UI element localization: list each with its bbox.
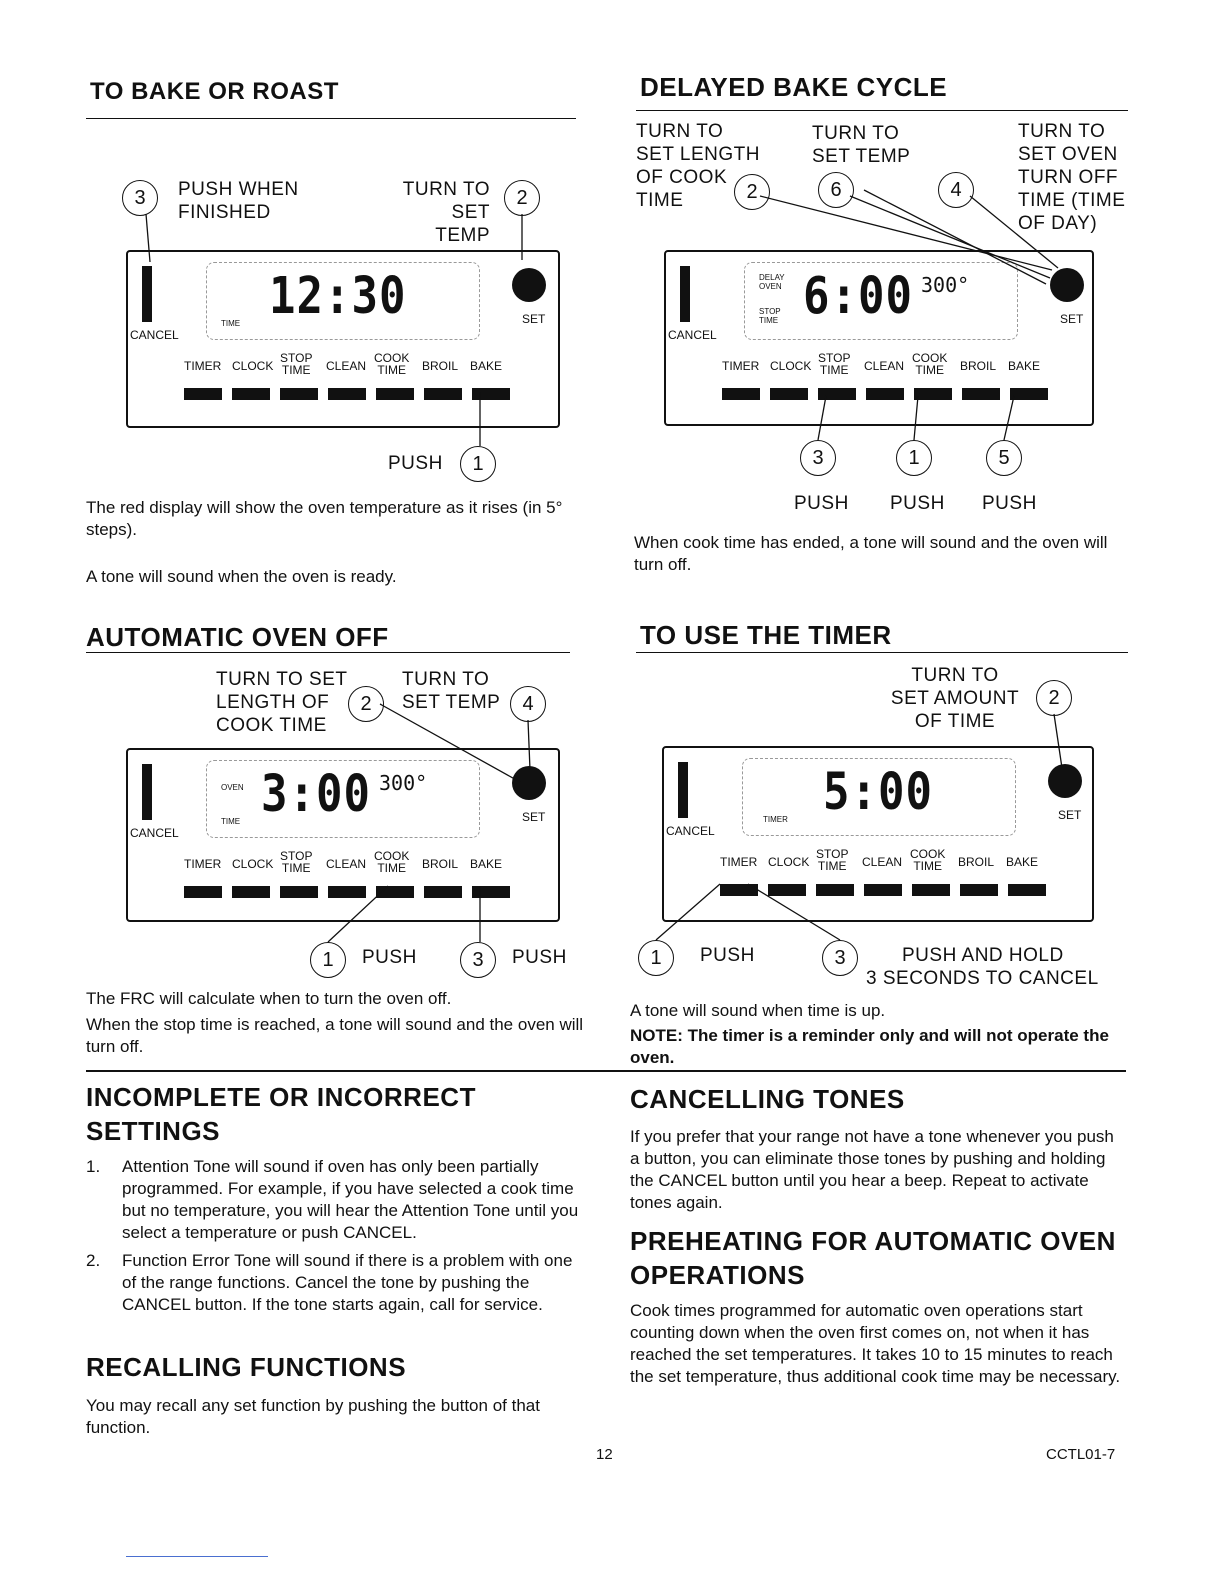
bake-button-label: BAKE xyxy=(470,359,503,373)
delayed-callout-1: 1 xyxy=(896,440,932,476)
clock-button-label: CLOCK xyxy=(770,359,812,373)
auto-off-heading: AUTOMATIC OVEN OFF xyxy=(86,622,389,652)
set-label: SET xyxy=(1058,808,1082,822)
delayed-callout-5: 5 xyxy=(986,440,1022,476)
set-label: SET xyxy=(522,312,546,326)
auto-off-para-1: The FRC will calculate when to turn the oven off. xyxy=(86,989,452,1008)
bake-callout-3: 3 xyxy=(122,180,158,216)
delayed-para: When cook time has ended, a tone will sound and the oven will turn off. xyxy=(634,533,1108,574)
list-item: 1. Attention Tone will sound if oven has only been partially programmed. For example, if you have selected a cook time but no temperature, you will hear the Attention Tone until you select a temperature or push CANCEL. xyxy=(86,1157,579,1242)
recalling-para: You may recall any set function by pushing the button of that function. xyxy=(86,1396,540,1437)
cook-time-button-label: COOK TIME xyxy=(910,847,946,873)
timer-heading: TO USE THE TIMER xyxy=(640,620,892,650)
timer-para: A tone will sound when time is up. xyxy=(630,1001,886,1020)
stop-time-button-label: STOP TIME xyxy=(280,849,313,875)
delayed-push-label-2: PUSH xyxy=(890,493,945,514)
bake-display-tag: TIME xyxy=(221,319,241,328)
delayed-callout-2: 2 xyxy=(734,174,770,210)
delayed-callout-4: 4 xyxy=(938,172,974,208)
delayed-callout-6: 6 xyxy=(818,172,854,208)
timer-cancel-note: 3 SECONDS TO CANCEL xyxy=(866,968,1099,989)
preheat-para: Cook times programmed for automatic oven operations start counting down when the oven first comes on, not when it has reached the set temperatures. It takes 10 to 15 minutes to reach the set temperature, thus additional cook time may be necessary. xyxy=(630,1301,1121,1386)
timer-button-label: TIMER xyxy=(184,857,222,871)
timer-button-label: TIMER xyxy=(720,855,758,869)
incomplete-heading: INCOMPLETE OR INCORRECT SETTINGS xyxy=(86,1082,476,1146)
timer-push-label: PUSH xyxy=(700,945,755,966)
set-label: SET xyxy=(1060,312,1084,326)
stop-time-button-label: STOP TIME xyxy=(816,847,849,873)
auto-off-callout-2: 2 xyxy=(348,686,384,722)
auto-off-callout-4: 4 xyxy=(510,686,546,722)
bake-button-label: BAKE xyxy=(1008,359,1041,373)
bake-callout-2: 2 xyxy=(504,180,540,216)
auto-off-label-1: TURN TO SET LENGTH OF COOK TIME xyxy=(216,669,348,736)
broil-button-label: BROIL xyxy=(422,359,459,373)
cook-time-button-label: COOK TIME xyxy=(374,849,410,875)
delayed-push-label-3: PUSH xyxy=(982,493,1037,514)
delayed-col1-label: TURN TO SET LENGTH OF COOK TIME xyxy=(636,121,760,211)
bake-heading: TO BAKE OR ROAST xyxy=(90,78,339,105)
timer-button-label: TIMER xyxy=(184,359,222,373)
cancel-label: CANCEL xyxy=(668,328,717,342)
bake-para-1: The red display will show the oven temperature as it rises (in 5° steps). xyxy=(86,498,563,539)
delayed-display-temp: 300° xyxy=(921,273,970,297)
timer-callout-3: 3 xyxy=(822,940,858,976)
broil-button-label: BROIL xyxy=(958,855,995,869)
delayed-heading: DELAYED BAKE CYCLE xyxy=(640,72,948,102)
clean-button-label: CLEAN xyxy=(864,359,905,373)
timer-callout-2: 2 xyxy=(1036,680,1072,716)
auto-off-para-2: When the stop time is reached, a tone will sound and the oven will turn off. xyxy=(86,1015,584,1056)
auto-off-push-label-2: PUSH xyxy=(512,947,567,968)
bake-label-push-when: PUSH WHEN FINISHED xyxy=(178,179,299,223)
bake-display-time: 12:30 xyxy=(269,267,407,326)
cook-time-button-label: COOK TIME xyxy=(374,351,410,377)
delayed-push-label-1: PUSH xyxy=(794,493,849,514)
delayed-col2-label: TURN TO SET TEMP xyxy=(812,123,911,167)
list-item: 2. Function Error Tone will sound if there is a problem with one of the range functions. Cancel the tone by pushing the CANCEL button. If the tone starts again, call for service. xyxy=(86,1251,573,1314)
delayed-display-time: 6:00 xyxy=(803,267,913,326)
auto-off-push-label-1: PUSH xyxy=(362,947,417,968)
bake-label-turn-to: TURN TO SET TEMP xyxy=(402,179,490,246)
delayed-tag-stop-time: STOP TIME xyxy=(759,307,781,325)
auto-off-callout-3: 3 xyxy=(460,942,496,978)
bake-callout-1: 1 xyxy=(460,446,496,482)
timer-tag: TIMER xyxy=(763,815,788,824)
delayed-tag-delay-oven: DELAY OVEN xyxy=(759,273,785,291)
auto-off-display-time: 3:00 xyxy=(261,765,371,824)
clean-button-label: CLEAN xyxy=(862,855,903,869)
timer-note: NOTE: The timer is a reminder only and will not operate the oven. xyxy=(630,1026,1109,1067)
bake-push-label: PUSH xyxy=(388,453,443,474)
broil-button-label: BROIL xyxy=(960,359,997,373)
timer-label: TURN TO SET AMOUNT OF TIME xyxy=(890,665,1020,732)
bake-para-2: A tone will sound when the oven is ready. xyxy=(86,567,397,586)
cancelling-para: If you prefer that your range not have a tone whenever you push a button, you can eliminate those tones by pushing and holding the CANCEL button until you hear a beep. Repeat to activate tones again. xyxy=(630,1127,1114,1212)
auto-off-callout-1: 1 xyxy=(310,942,346,978)
cook-time-button-label: COOK TIME xyxy=(912,351,948,377)
preheat-heading: PREHEATING FOR AUTOMATIC OVEN OPERATIONS xyxy=(630,1226,1116,1290)
cancel-label: CANCEL xyxy=(130,826,179,840)
clean-button-label: CLEAN xyxy=(326,359,367,373)
bake-button-label: BAKE xyxy=(470,857,503,871)
doc-code: CCTL01-7 xyxy=(1046,1446,1116,1463)
clock-button-label: CLOCK xyxy=(232,359,274,373)
timer-button-label: TIMER xyxy=(722,359,760,373)
stop-time-button-label: STOP TIME xyxy=(818,351,851,377)
stop-time-button-label: STOP TIME xyxy=(280,351,313,377)
delayed-col3-label: TURN TO SET OVEN TURN OFF TIME (TIME OF DAY) xyxy=(1018,121,1126,234)
clock-button-label: CLOCK xyxy=(768,855,810,869)
cancel-label: CANCEL xyxy=(130,328,179,342)
recalling-heading: RECALLING FUNCTIONS xyxy=(86,1352,407,1382)
auto-off-tag-time: TIME xyxy=(221,817,241,826)
timer-callout-1: 1 xyxy=(638,940,674,976)
cancelling-heading: CANCELLING TONES xyxy=(630,1084,905,1114)
broil-button-label: BROIL xyxy=(422,857,459,871)
page-number: 12 xyxy=(596,1446,613,1463)
timer-push-hold-label: PUSH AND HOLD xyxy=(902,945,1064,966)
timer-display-time: 5:00 xyxy=(823,763,933,822)
set-label: SET xyxy=(522,810,546,824)
cancel-label: CANCEL xyxy=(666,824,715,838)
auto-off-display-temp: 300° xyxy=(379,771,428,795)
auto-off-tag-oven: OVEN xyxy=(221,783,244,792)
delayed-callout-3: 3 xyxy=(800,440,836,476)
clean-button-label: CLEAN xyxy=(326,857,367,871)
bake-button-label: BAKE xyxy=(1006,855,1039,869)
clock-button-label: CLOCK xyxy=(232,857,274,871)
auto-off-label-2: TURN TO SET TEMP xyxy=(402,669,501,713)
